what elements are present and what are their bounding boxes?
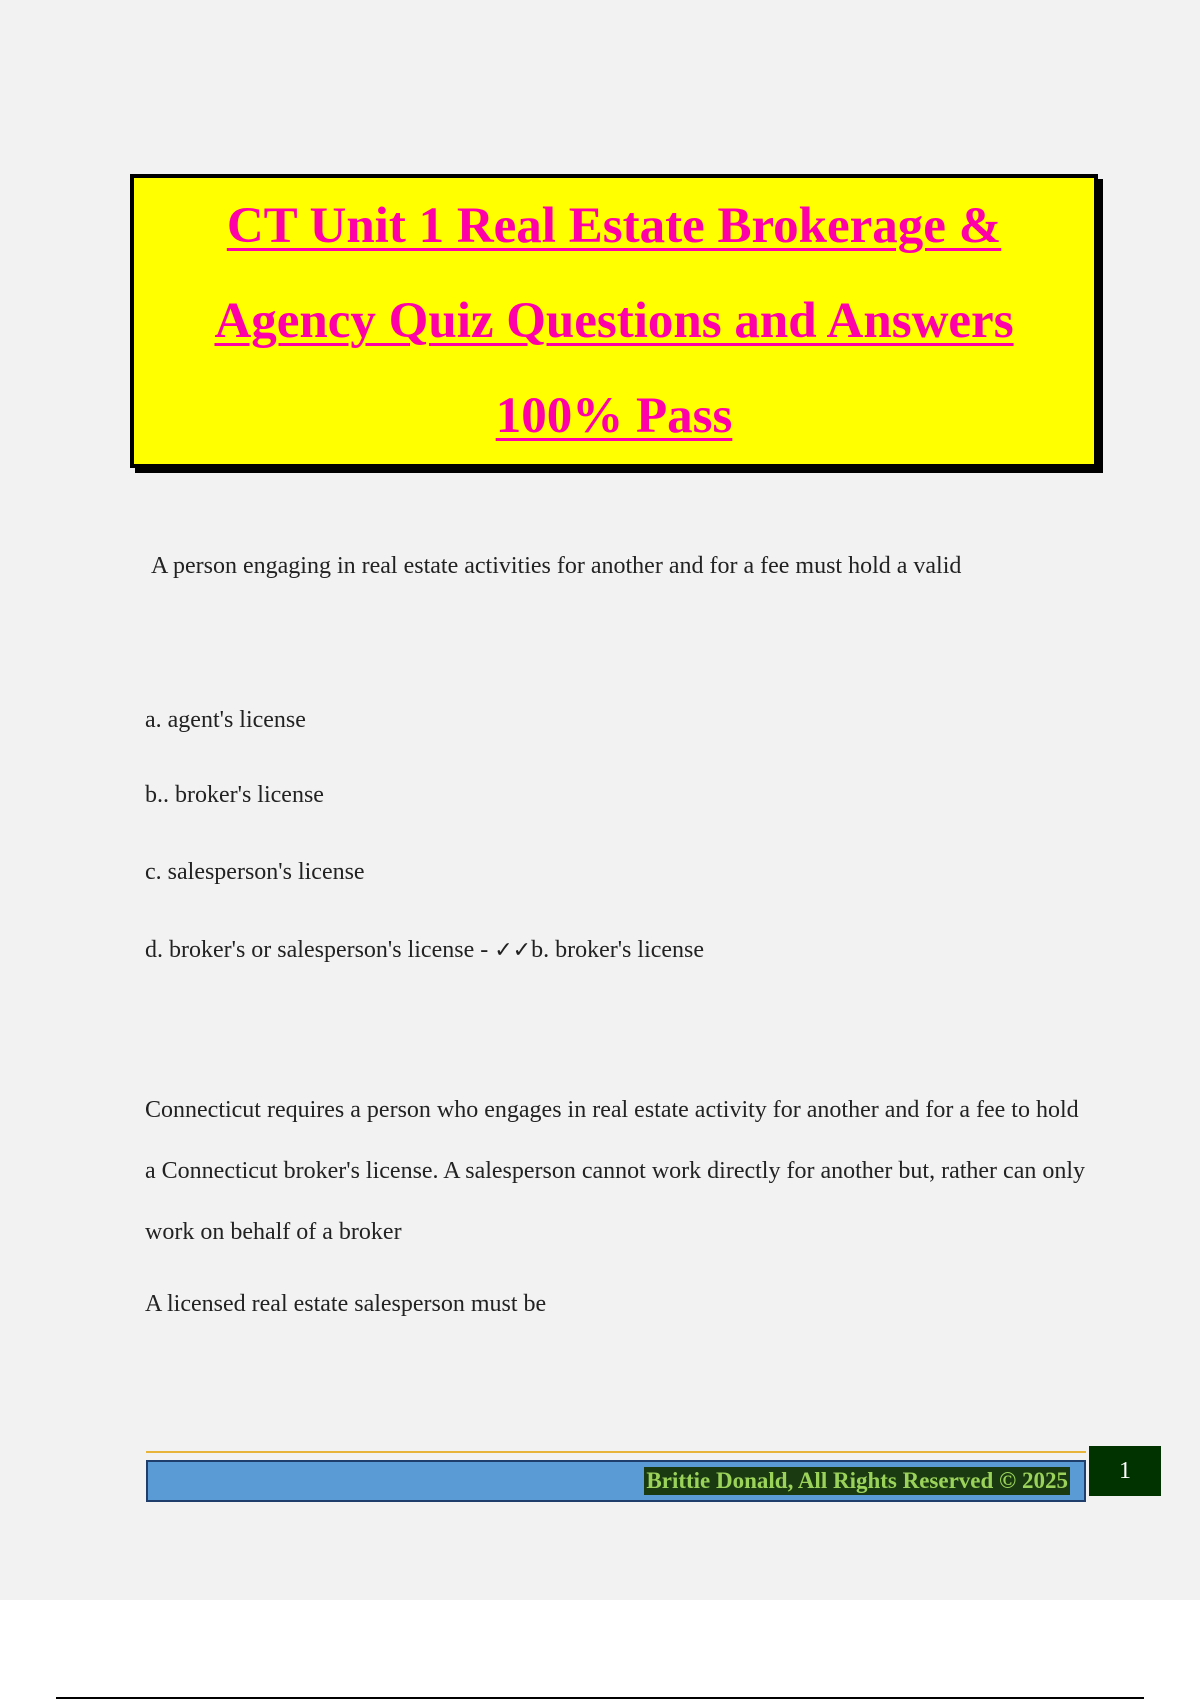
question-2-prompt: A licensed real estate salesperson must be [145,1291,547,1317]
option-a: a. agent's license [145,707,306,733]
page-bottom-rule [56,1697,1144,1699]
option-d-with-answer [145,937,704,964]
title-line-1: CT Unit 1 Real Estate Brokerage & [226,197,1002,254]
option-c: c. salesperson's license [145,859,365,885]
page-number: 1 [1119,1457,1131,1484]
footer-copyright: Brittie Donald, All Rights Reserved © 2025 [646,1468,1068,1493]
check-mark-icon: ✓✓ [494,938,532,963]
option-d: d. broker's or salesperson's license - [145,937,495,963]
page-number-box [1089,1446,1161,1496]
title-box [130,174,1098,468]
title-line-3: 100% Pass [495,387,733,444]
explanation-paragraph: Connecticut requires a person who engages in real estate activity for another and for a fee to hold a Connecticut broker's license. A salesperson cannot work directly for another but, rather can only work on behalf of a broker [145,1097,1086,1245]
footer-bar [146,1460,1086,1502]
question-1-prompt: A person engaging in real estate activities for another and for a fee must hold a valid [151,553,962,579]
option-b: b.. broker's license [145,782,324,808]
footer-divider [146,1451,1086,1453]
title-line-2: Agency Quiz Questions and Answers [214,292,1014,349]
correct-answer: b. broker's license [531,937,705,963]
